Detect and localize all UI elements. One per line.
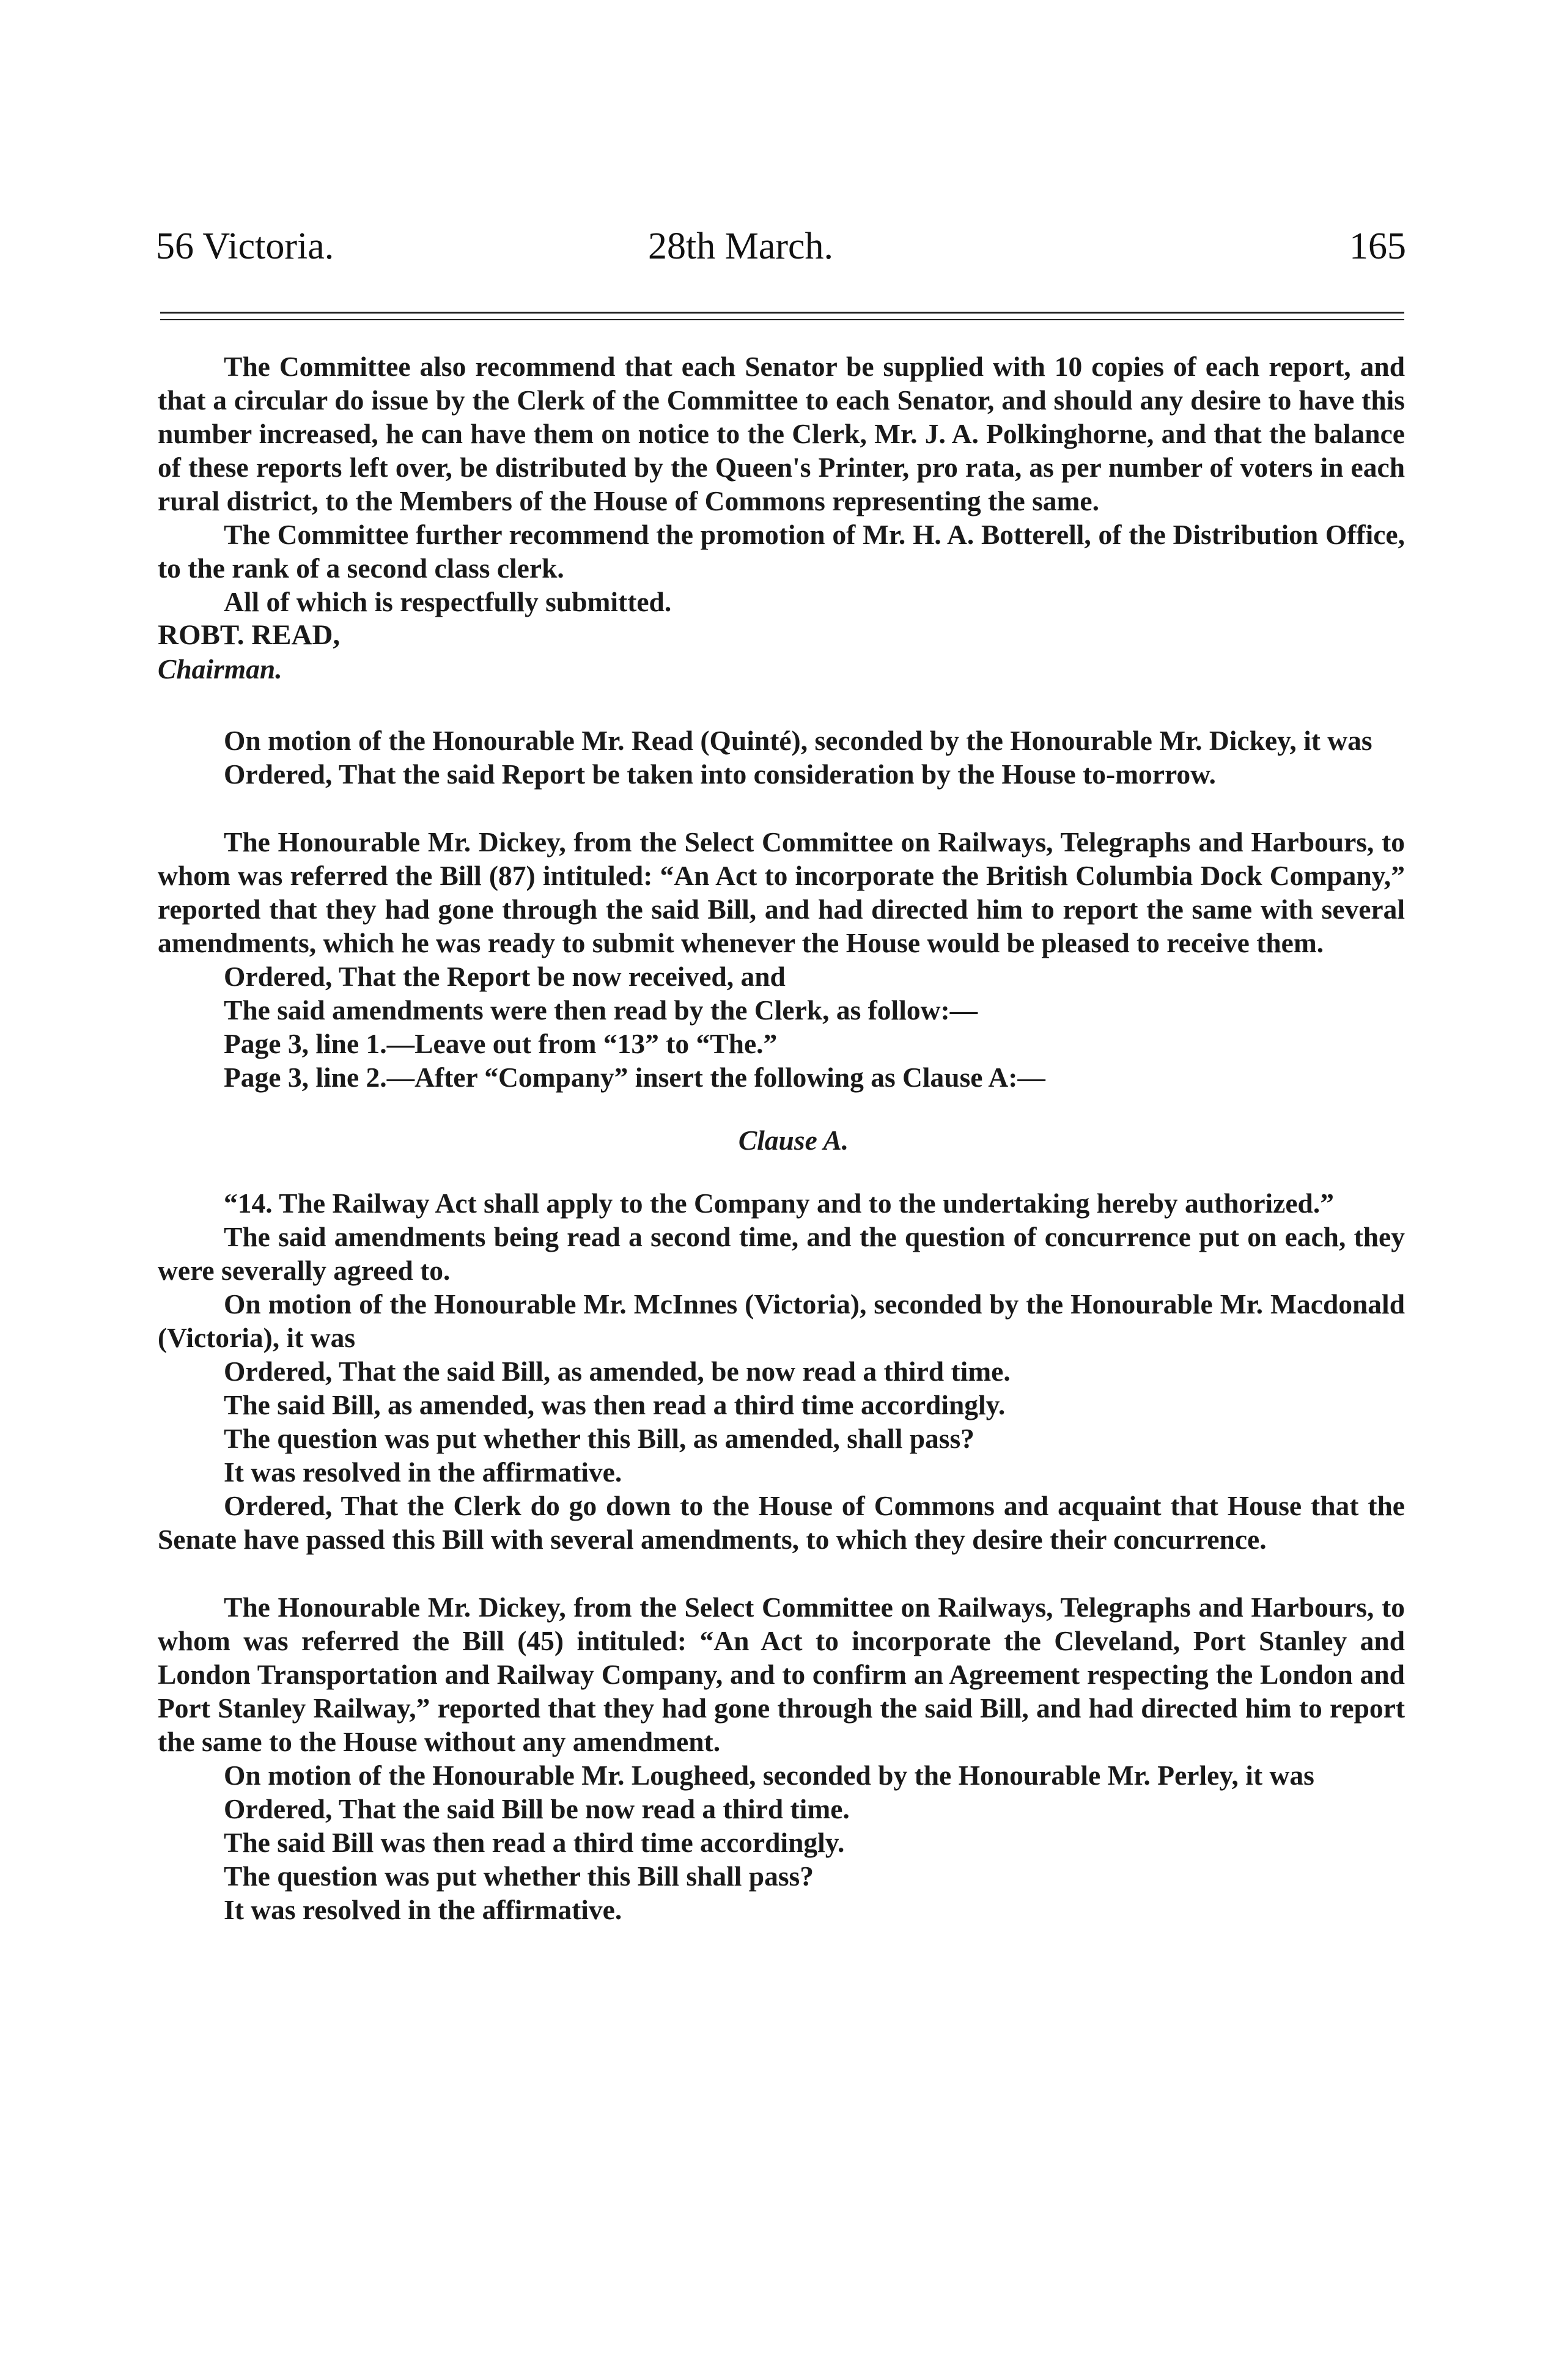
spacer: [158, 1157, 1405, 1186]
paragraph: On motion of the Honourable Mr. McInnes (Victoria), seconded by the Honourable Mr. Macdonald (Victoria), it was: [158, 1288, 1405, 1353]
spacer: [158, 791, 1405, 825]
paragraph: The question was put whether this Bill shall pass?: [224, 1860, 814, 1892]
signature-title: Chairman.: [158, 653, 282, 685]
signature-name: ROBT. READ,: [158, 619, 341, 651]
paragraph: The Honourable Mr. Dickey, from the Select Committee on Railways, Telegraphs and Harbours, to whom was referred the Bill (45) intituled: “An Act to incorporate the Cleveland, Port Stanley and London Transportation and Railway Company, and to confirm an Agreement respecting the London and Port Stanley Railway,” reported that they had gone through the said Bill, and had directed him to report the same to the House without any amendment.: [158, 1592, 1405, 1757]
paragraph: The Committee further recommend the promotion of Mr. H. A. Botterell, of the Distribution Office, to the rank of a second class clerk.: [158, 519, 1405, 584]
header-date: 28th March.: [648, 226, 834, 267]
header-rule-bottom: [160, 319, 1404, 320]
paragraph: The Honourable Mr. Dickey, from the Select Committee on Railways, Telegraphs and Harbours, to whom was referred the Bill (87) intituled: “An Act to incorporate the British Columbia Dock Company,” reported that they had gone through the said Bill, and had directed him to report the same with several amendments, which he was ready to submit whenever the House would be pleased to receive them.: [158, 826, 1405, 958]
page-header: [156, 225, 1406, 274]
spacer: [158, 1094, 1405, 1123]
header-rule-top: [160, 312, 1404, 314]
paragraph: The said amendments were then read by the Clerk, as follow:—: [224, 994, 978, 1026]
paragraph: The question was put whether this Bill, as amended, shall pass?: [224, 1423, 974, 1454]
paragraph: Page 3, line 1.—Leave out from “13” to “The.”: [224, 1028, 778, 1059]
clause-heading: Clause A.: [738, 1125, 849, 1156]
paragraph: The Committee also recommend that each Senator be supplied with 10 copies of each report, and that a circular do issue by the Clerk of the Committee to each Senator, and should any desire to have this number increased, he can have them on notice to the Clerk, Mr. J. A. Polkinghorne, and that the balance of these reports left over, be distributed by the Queen's Printer, pro rata, as per number of voters in each rural district, to the Members of the House of Commons representing the same.: [158, 351, 1405, 516]
paragraph: On motion of the Honourable Mr. Lougheed, seconded by the Honourable Mr. Perley, it was: [224, 1760, 1314, 1791]
paragraph: Ordered, That the said Report be taken into consideration by the House to-morrow.: [224, 758, 1216, 790]
header-regnal-year: 56 Victoria.: [156, 226, 334, 267]
paragraph: It was resolved in the affirmative.: [224, 1456, 622, 1488]
paragraph: On motion of the Honourable Mr. Read (Quinté), seconded by the Honourable Mr. Dickey, it was: [224, 725, 1372, 756]
paragraph: The said amendments being read a second time, and the question of concurrence put on each, they were severally agreed to.: [158, 1221, 1405, 1286]
paragraph: Ordered, That the Clerk do go down to the House of Commons and acquaint that House that the Senate have passed this Bill with several amendments, to which they desire their concurrence.: [158, 1490, 1405, 1555]
paragraph: Ordered, That the said Bill, as amended, be now read a third time.: [224, 1356, 1011, 1387]
paragraph: All of which is respectfully submitted.: [224, 586, 672, 617]
paragraph: Ordered, That the Report be now received, and: [224, 961, 786, 992]
page-number: 165: [1349, 226, 1406, 267]
journal-body: [158, 350, 1405, 1926]
paragraph: The said Bill, as amended, was then read a third time accordingly.: [224, 1389, 1006, 1420]
paragraph: The said Bill was then read a third time accordingly.: [224, 1827, 845, 1858]
paragraph: Ordered, That the said Bill be now read a third time.: [224, 1793, 850, 1824]
paragraph: It was resolved in the affirmative.: [224, 1894, 622, 1925]
spacer: [158, 686, 1405, 724]
paragraph: Page 3, line 2.—After “Company” insert the following as Clause A:—: [224, 1062, 1045, 1093]
spacer: [158, 1556, 1405, 1590]
paragraph: “14. The Railway Act shall apply to the Company and to the undertaking hereby authorized.”: [224, 1188, 1334, 1219]
